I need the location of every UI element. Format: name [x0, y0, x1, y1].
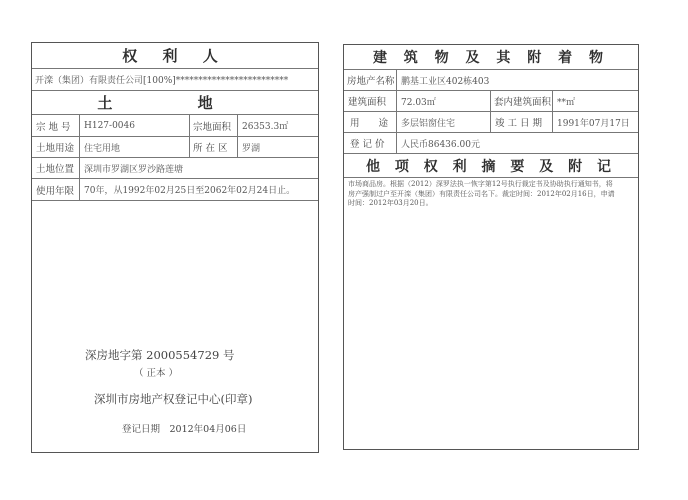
copy-type: （ 正本 ）	[134, 368, 179, 379]
land-rights-panel	[31, 42, 319, 453]
term-value: 70年，从1992年02月25日至2062年02月24日止。	[84, 186, 296, 196]
completion-label: 竣 工 日 期	[491, 112, 553, 132]
reg-price-value: 人民币86436.00元	[401, 139, 480, 150]
land-title-row	[32, 91, 318, 115]
rights-title-row	[344, 154, 638, 178]
location-row	[32, 158, 318, 179]
purpose-row	[344, 112, 638, 133]
owner-title: 权 利 人	[122, 47, 228, 65]
owner-value: 开滦（集团）有限责任公司[100%]*************************	[35, 76, 289, 86]
term-label: 使用年限	[32, 179, 80, 200]
district-label: 所 在 区	[190, 137, 238, 157]
note-line: 时间：2012年03月20日。	[348, 199, 433, 207]
parcel-no-value: H127-0046	[80, 115, 190, 136]
land-title: 土 地	[97, 94, 253, 112]
area-value: 26353.3㎡	[242, 122, 289, 132]
parcel-no-label: 宗 地 号	[32, 115, 80, 136]
use-value: 住宅用地	[80, 137, 190, 157]
owner-title-row	[32, 43, 318, 69]
use-label: 土地用途	[32, 137, 80, 157]
use-row	[32, 137, 318, 158]
certificate-number: 深房地字第 2000554729 号	[85, 348, 235, 362]
floor-area-value: 72.03㎡	[397, 91, 491, 111]
owner-row	[32, 69, 318, 91]
floor-area-row	[344, 91, 638, 112]
location-value: 深圳市罗湖区罗沙路莲塘	[84, 164, 184, 175]
term-row	[32, 179, 318, 201]
reg-price-label: 登 记 价	[344, 133, 397, 153]
building-panel	[343, 44, 639, 450]
area-label: 宗地面积	[190, 115, 238, 136]
property-name-value: 鹏基工业区402栋403	[401, 76, 490, 87]
building-title: 建 筑 物 及 其 附 着 物	[372, 50, 610, 66]
note-line: 市场商品房。根据（2012）深罗法执一恢字第12号执行裁定书及协助执行通知书，将	[348, 180, 613, 188]
property-name-row	[344, 70, 638, 91]
completion-value: 1991年07月17日	[557, 118, 630, 129]
reg-price-row	[344, 133, 638, 154]
purpose-value: 多层铝窗住宅	[397, 112, 491, 132]
note-line: 房产强制过户至开滦（集团）有限责任公司名下。裁定时间：2012年02月16日，申请	[348, 189, 615, 198]
parcel-row	[32, 115, 318, 137]
inner-area-value: **㎡	[557, 97, 576, 108]
floor-area-label: 建筑面积	[344, 91, 397, 111]
location-label: 土地位置	[32, 158, 80, 178]
inner-area-label: 套内建筑面积	[491, 91, 553, 111]
building-title-row	[344, 45, 638, 70]
district-value: 罗湖	[242, 143, 261, 154]
property-name-label: 房地产名称	[344, 70, 397, 90]
registration-date: 登记日期 2012年04月06日	[122, 424, 247, 435]
purpose-label: 用 途	[344, 112, 397, 132]
rights-title: 他 项 权 利 摘 要 及 附 记	[366, 158, 616, 175]
issuer-name: 深圳市房地产权登记中心(印章)	[94, 392, 253, 406]
rights-notes	[348, 180, 634, 209]
